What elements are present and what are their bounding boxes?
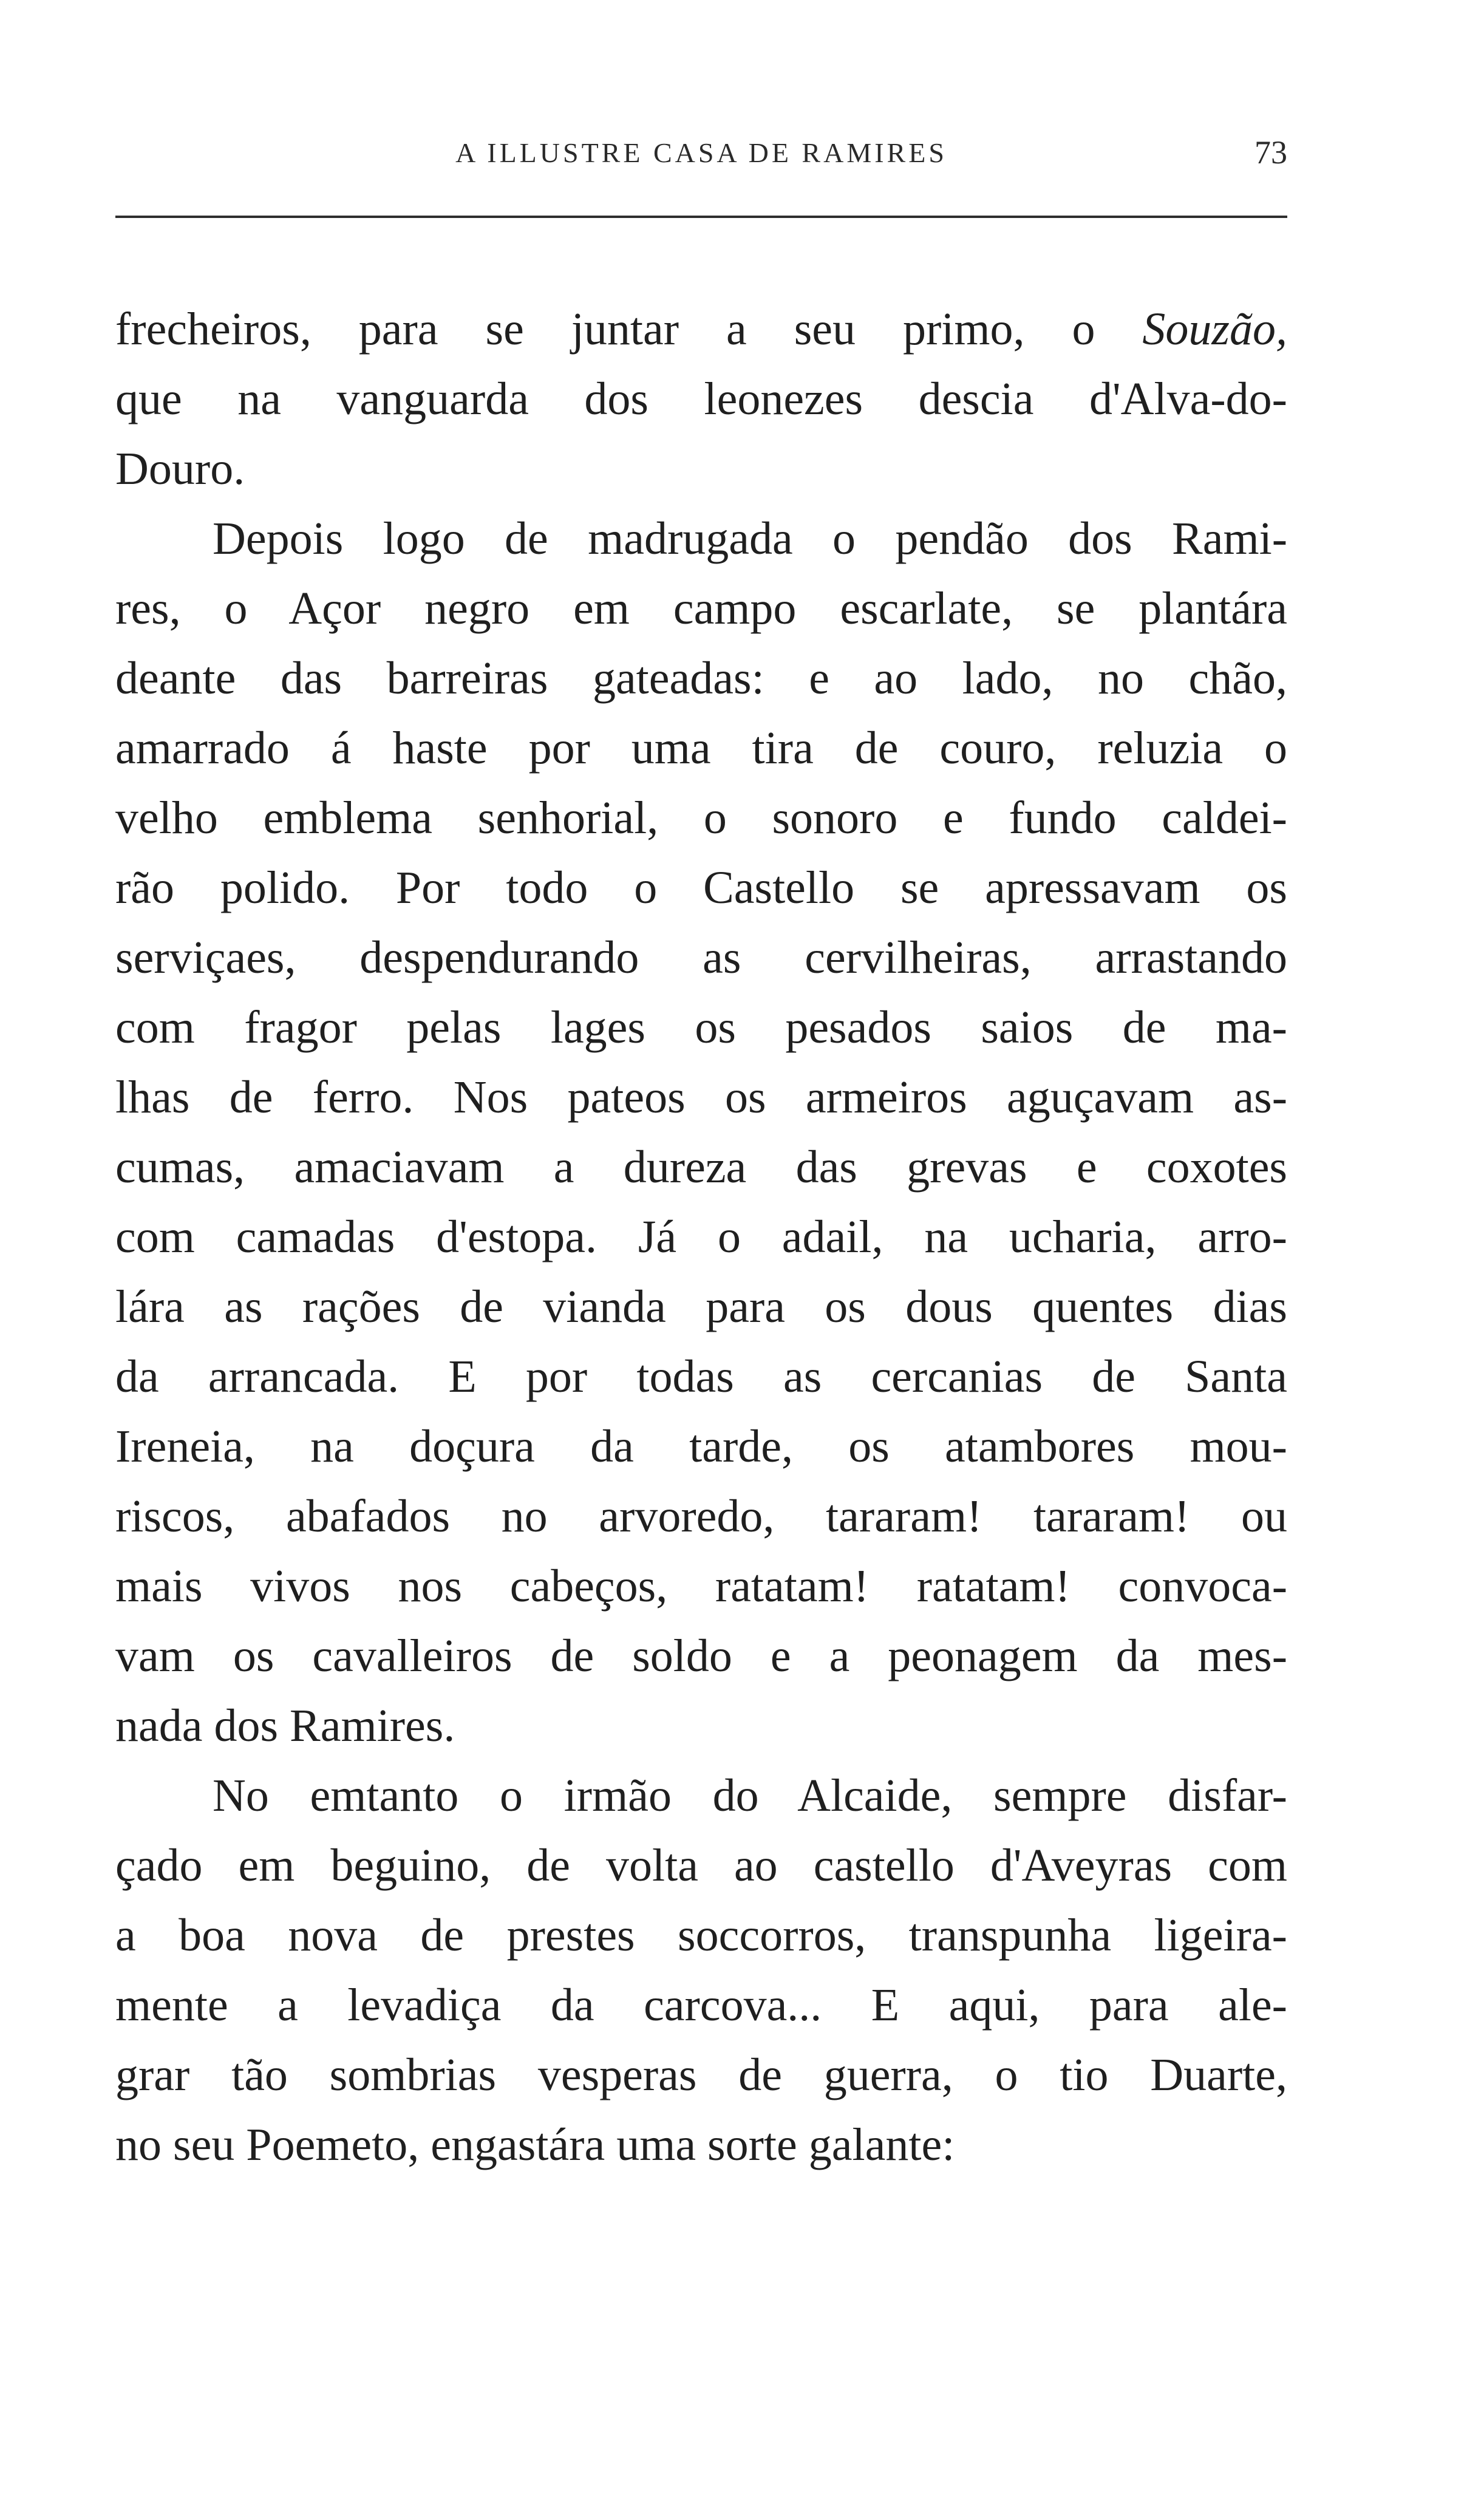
text-line: rão polido. Por todo o Castello se apressavam os (115, 862, 1287, 913)
text-line: çado em beguino, de volta ao castello d'Aveyras com (115, 1840, 1287, 1891)
body-text (115, 295, 1287, 2180)
text-line: serviçaes, despendurando as cervilheiras, arrastando (115, 932, 1287, 983)
text-line: da arrancada. E por todas as cercanias de Santa (115, 1351, 1287, 1402)
text-line: Depois logo de madrugada o pendão dos Rami- (213, 513, 1287, 564)
text-line: riscos, abafados no arvoredo, tararam! tararam! ou (115, 1491, 1287, 1542)
text-line: nada dos Ramires. (115, 1700, 455, 1751)
text-line: com fragor pelas lages os pesados saios de ma- (115, 1002, 1287, 1053)
text-line: Ireneia, na doçura da tarde, os atambores mou- (115, 1421, 1287, 1472)
text-line: Douro. (115, 443, 245, 494)
text-line: a boa nova de prestes soccorros, transpunha ligeira- (115, 1910, 1287, 1961)
text-line: grar tão sombrias vesperas de guerra, o tio Duarte, (115, 2049, 1287, 2100)
text-line: mais vivos nos cabeços, ratatam! ratatam! convoca- (115, 1561, 1287, 1612)
text-line: amarrado á haste por uma tira de couro, reluzia o (115, 723, 1287, 774)
italic-name: Souzão, (1142, 304, 1287, 355)
page-header (115, 128, 1287, 182)
text-line: no seu Poemeto, engastára uma sorte galante: (115, 2119, 955, 2170)
text-line: velho emblema senhorial, o sonoro e fundo caldei- (115, 792, 1287, 843)
text-line: cumas, amaciavam a dureza das grevas e coxotes (115, 1142, 1287, 1193)
text-line: No emtanto o irmão do Alcaide, sempre disfar- (213, 1770, 1287, 1821)
page-number: 73 (1254, 134, 1287, 171)
text-line: lhas de ferro. Nos pateos os armeiros aguçavam as- (115, 1072, 1287, 1123)
text-line: frecheiros, para se juntar a seu primo, o Souzão, (115, 304, 1287, 355)
text-line: lára as rações de vianda para os dous quentes dias (115, 1281, 1287, 1332)
text-line: com camadas d'estopa. Já o adail, na ucharia, arro- (115, 1211, 1287, 1262)
text-line: res, o Açor negro em campo escarlate, se plantára (115, 583, 1287, 634)
text-line: vam os cavalleiros de soldo e a peonagem da mes- (115, 1630, 1287, 1681)
text-line: deante das barreiras gateadas: e ao lado, no chão, (115, 653, 1287, 704)
header-rule (115, 216, 1287, 218)
running-title: A ILLUSTRE CASA DE RAMIRES (455, 137, 947, 168)
text-line: que na vanguarda dos leonezes descia d'Alva-do- (115, 373, 1287, 424)
text-line: mente a levadiça da carcova... E aqui, para ale- (115, 1980, 1287, 2031)
